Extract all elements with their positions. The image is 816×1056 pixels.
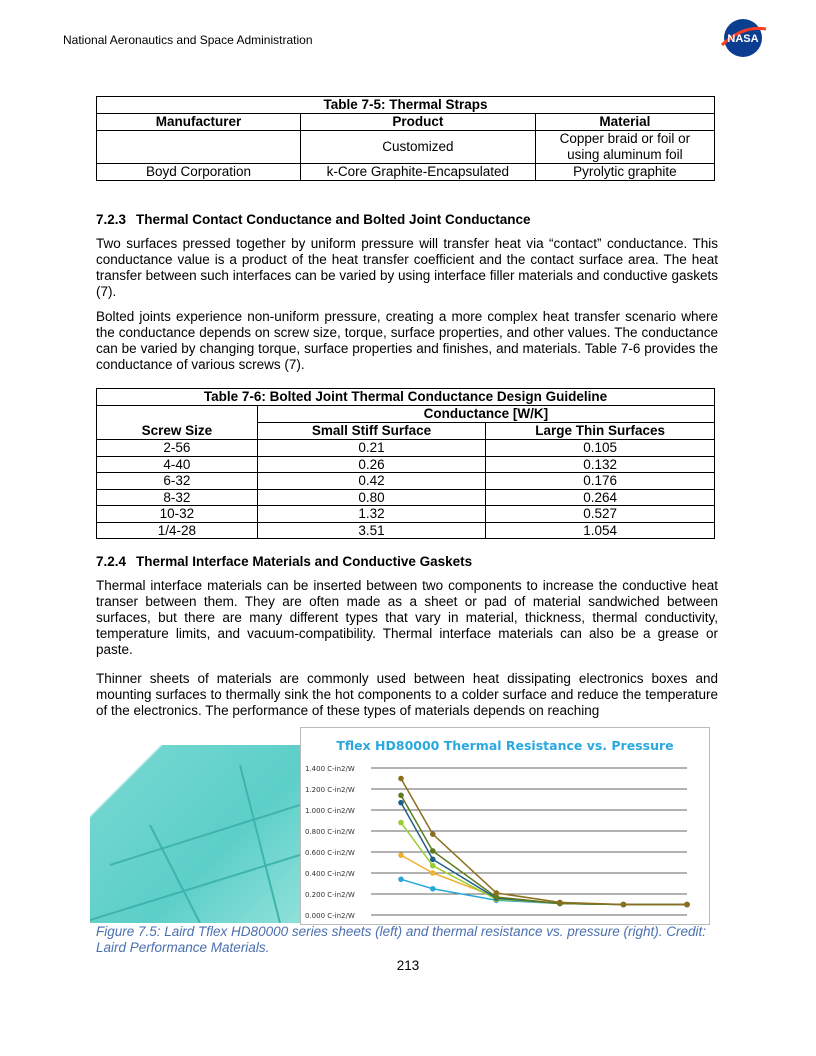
series-1 [398, 852, 690, 907]
y-tick-label: 1.400 C-in2/W [305, 765, 355, 773]
table-cell: 0.42 [257, 473, 486, 490]
table-row [97, 489, 715, 506]
paragraph: Thinner sheets of materials are commonly used between heat dissipating electronics boxes and mounting surfaces to thermally sink the hot components to a colder surface and reduce the temperature of the electronics. The performance of these types of materials depends on reaching [96, 671, 718, 718]
chart-title: Tflex HD80000 Thermal Resistance vs. Pressure [336, 738, 674, 753]
table-cell: 1/4-28 [97, 522, 258, 539]
table-cell: 0.21 [257, 440, 486, 457]
table-cell: 10-32 [97, 506, 258, 523]
paragraph: Thermal interface materials can be inserted between two components to increase the conductive heat transer between them. They are often made as a sheet or pad of material sandwiched between surfaces, but there are many different types that vary in material, thickness, thermal conductivity, temperature limits, and vacuum-compatibility. Thermal interface materials can also be a grease or paste. [96, 578, 718, 657]
series-line [401, 823, 687, 905]
table-title: Table 7-6: Bolted Joint Thermal Conductance Design Guideline [97, 389, 715, 406]
data-point [398, 820, 404, 826]
data-point [621, 902, 627, 908]
table-row: Boyd Corporation k-Core Graphite-Encapsulated Pyrolytic graphite [97, 164, 715, 181]
data-point [557, 900, 563, 906]
data-point [494, 890, 500, 896]
table-cell: 1.32 [257, 506, 486, 523]
paragraph: Bolted joints experience non-uniform pressure, creating a more complex heat transfer scenario where the conductance depends on screw size, torque, surface properties, and other values. The conductance can be varied by changing torque, surface properties and finishes, and materials. Table 7-6 provides the conductance of various screws (7). [96, 309, 718, 372]
y-tick-label: 0.800 C-in2/W [305, 828, 355, 836]
data-point [398, 877, 404, 883]
data-point [398, 793, 404, 799]
data-point [398, 800, 404, 806]
table-cell: 0.105 [486, 440, 715, 457]
data-point [430, 870, 436, 876]
column-group-header: Conductance [W/K] [257, 406, 714, 423]
data-point [398, 852, 404, 858]
section-heading-7-2-3: 7.2.3 Thermal Contact Conductance and Bolted Joint Conductance [96, 212, 531, 227]
table-cell: 0.26 [257, 456, 486, 473]
column-header: Material [535, 114, 714, 131]
section-heading-7-2-4: 7.2.4 Thermal Interface Materials and Conductive Gaskets [96, 554, 473, 569]
data-point [398, 776, 404, 782]
page-number: 213 [396, 958, 420, 973]
series-5 [398, 776, 690, 908]
figure-caption: Figure 7.5: Laird Tflex HD80000 series sheets (left) and thermal resistance vs. pressure (right). Credit: Laird Performance Materials. [96, 924, 706, 955]
y-tick-label: 0.400 C-in2/W [305, 870, 355, 878]
table-row [97, 522, 715, 539]
data-point [430, 857, 436, 863]
table-cell: 0.80 [257, 489, 486, 506]
table-row [97, 456, 715, 473]
table-cell: 0.527 [486, 506, 715, 523]
data-point [430, 886, 436, 892]
series-3 [398, 800, 690, 907]
y-tick-label: 0.600 C-in2/W [305, 849, 355, 857]
table-cell: 2-56 [97, 440, 258, 457]
series-line [401, 855, 687, 904]
y-tick-label: 0.000 C-in2/W [305, 912, 355, 920]
table-row [97, 440, 715, 457]
table-cell: 0.132 [486, 456, 715, 473]
series-line [401, 779, 687, 905]
data-point [430, 848, 436, 854]
data-point [430, 863, 436, 869]
svg-text:NASA: NASA [727, 33, 759, 45]
table-row [97, 473, 715, 490]
column-header: Product [300, 114, 535, 131]
series-line [401, 803, 687, 905]
table-row [97, 506, 715, 523]
paragraph: Two surfaces pressed together by uniform pressure will transfer heat via “contact” conductance. This conductance value is a product of the heat transfer coefficient and the contact surface area. The heat transfer between such interfaces can be varied by using interface filler materials and conductive gaskets (7). [96, 236, 718, 299]
header-org: National Aeronautics and Space Administration [63, 33, 313, 47]
table-cell: 4-40 [97, 456, 258, 473]
table-cell: 6-32 [97, 473, 258, 490]
data-point [430, 831, 436, 837]
table-cell: 8-32 [97, 489, 258, 506]
bolted-joint-table: Table 7-6: Bolted Joint Thermal Conductance Design Guideline Conductance [W/K] Screw Size Small Stiff Surface Large Thin Surfaces 2-56 0.21 0.105 4-40 0.26 0.132 6-32 0.42 0.176 8-32 0.80 0.264 10-32 1.32 0.527 1/4-28 3.51 1.054 [96, 388, 715, 539]
table-title: Table 7-5: Thermal Straps [97, 97, 715, 114]
data-point [684, 902, 690, 908]
nasa-logo [718, 17, 768, 59]
table-cell: 0.176 [486, 473, 715, 490]
table-row: Customized Copper braid or foil or using aluminum foil [97, 131, 715, 164]
column-header: Manufacturer [97, 114, 301, 131]
table-cell: 3.51 [257, 522, 486, 539]
y-tick-label: 1.200 C-in2/W [305, 786, 355, 794]
table-cell: 0.264 [486, 489, 715, 506]
series-line [401, 795, 687, 904]
thermal-resistance-chart [300, 727, 710, 925]
y-tick-label: 1.000 C-in2/W [305, 807, 355, 815]
table-cell: 1.054 [486, 522, 715, 539]
y-tick-label: 0.200 C-in2/W [305, 891, 355, 899]
thermal-straps-table [96, 96, 715, 181]
tflex-sheets-photo [90, 745, 300, 923]
